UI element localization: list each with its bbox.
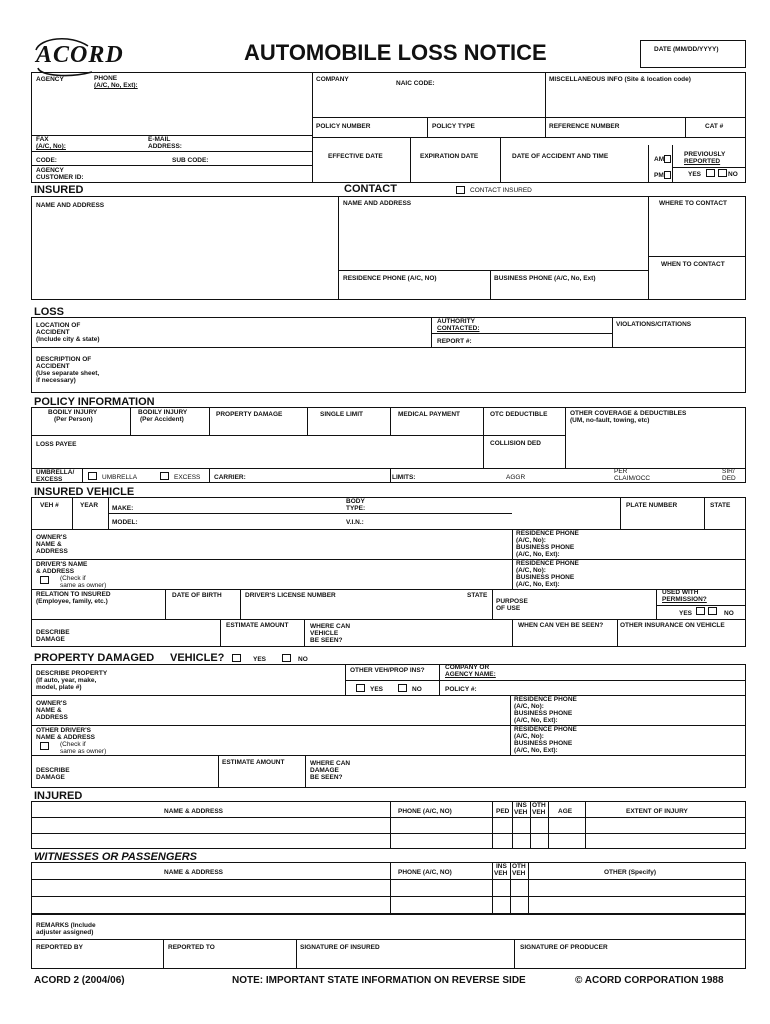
owner-bus-phone-label-1: BUSINESS PHONE: [516, 544, 575, 551]
property-vehicle-no-checkbox[interactable]: [282, 654, 291, 662]
company-or-agency-label-1: COMPANY OR: [445, 664, 490, 671]
limits-label: LIMITS:: [392, 474, 416, 481]
bi-person-sub: (Per Person): [54, 416, 93, 423]
body-type-label-1: BODY: [346, 498, 365, 505]
property-owner-field[interactable]: [96, 698, 506, 722]
driver-bus-phone-label-2: (A/C, No, Ext):: [516, 581, 560, 588]
driver-label-4: same as owner): [60, 582, 107, 589]
injured-age-header: AGE: [558, 808, 573, 815]
umbrella-excess-label-1: UMBRELLA/: [36, 469, 75, 476]
effective-date-label: EFFECTIVE DATE: [328, 153, 383, 160]
collision-ded-label: COLLISION DED: [490, 440, 541, 447]
make-label: MAKE:: [112, 505, 134, 512]
date-label: DATE (MM/DD/YYYY): [654, 46, 719, 53]
vehicle-describe-damage-label-2: DAMAGE: [36, 636, 65, 643]
witness-oth-header-1: OTH: [512, 863, 526, 870]
reference-number-label: REFERENCE NUMBER: [549, 123, 620, 130]
pm-label: PM: [654, 172, 664, 179]
body-type-label-2: TYPE:: [346, 505, 366, 512]
witness-oth-header-2: VEH: [512, 870, 526, 877]
single-limit-label: SINGLE LIMIT: [320, 411, 363, 418]
when-seen-label: WHEN CAN VEH BE SEEN?: [518, 622, 604, 629]
signature-producer-field[interactable]: [517, 952, 743, 967]
other-driver-label-3: (Check if: [60, 741, 86, 748]
other-driver-label-2: NAME & ADDRESS: [36, 734, 95, 741]
other-veh-ins-yes-checkbox[interactable]: [356, 684, 365, 692]
used-yes-checkbox[interactable]: [696, 607, 705, 615]
property-where-label-1: WHERE CAN: [310, 760, 351, 767]
property-describe-label-1: DESCRIBE PROPERTY: [36, 670, 108, 677]
used-no-label: NO: [724, 610, 734, 617]
other-veh-ins-no-checkbox[interactable]: [398, 684, 407, 692]
per-claim-label-1: PER: [614, 468, 628, 475]
plate-number-label: PLATE NUMBER: [626, 502, 678, 509]
property-vehicle-no-label: NO: [298, 656, 308, 663]
owner-res-phone-label-1: RESIDENCE PHONE: [516, 530, 579, 537]
remarks-label-2: adjuster assigned): [36, 929, 94, 936]
per-claim-label-2: CLAIM/OCC: [614, 475, 651, 482]
loss-section-title: LOSS: [34, 306, 64, 318]
property-describe-label-2: (If auto, year, make,: [36, 677, 97, 684]
customer-id-field[interactable]: [90, 167, 310, 181]
excess-checkbox[interactable]: [160, 472, 169, 480]
insured-name-address-label: NAME AND ADDRESS: [36, 202, 105, 209]
injured-phone-header: PHONE (A/C, NO): [398, 808, 452, 815]
witness-ins-header-2: VEH: [494, 870, 508, 877]
reported-to-label: REPORTED TO: [168, 944, 215, 951]
state-label: STATE: [710, 502, 731, 509]
license-state-label: STATE: [467, 592, 488, 599]
policy-section-title: POLICY INFORMATION: [34, 396, 155, 408]
state-info-note: NOTE: IMPORTANT STATE INFORMATION ON REVERSE SIDE: [232, 975, 526, 986]
loss-payee-field[interactable]: [90, 438, 480, 466]
owner-field[interactable]: [96, 532, 508, 556]
relation-label-2: (Employee, family, etc.): [36, 598, 108, 605]
insured-section-title: INSURED: [34, 184, 84, 196]
other-coverage-sub: (UM, no-fault, towing, etc): [570, 417, 650, 424]
injured-row-2[interactable]: [32, 834, 745, 848]
owner-res-phone-label-2: (A/C, No):: [516, 537, 546, 544]
property-where-label-3: BE SEEN?: [310, 774, 343, 781]
copyright: © ACORD CORPORATION 1988: [575, 975, 724, 986]
vehicle-estimate-label: ESTIMATE AMOUNT: [226, 622, 289, 629]
witness-name-address-header: NAME & ADDRESS: [164, 869, 223, 876]
property-describe-field[interactable]: [110, 667, 342, 693]
owner-bus-phone-label-2: (A/C, No, Ext):: [516, 551, 560, 558]
page-title: AUTOMOBILE LOSS NOTICE: [244, 40, 547, 65]
used-no-checkbox[interactable]: [708, 607, 717, 615]
email-label: E-MAIL: [148, 136, 171, 143]
witness-other-header: OTHER (Specify): [604, 869, 657, 876]
property-describe-label-3: model, plate #): [36, 684, 82, 691]
when-to-contact-field[interactable]: [652, 270, 744, 298]
injured-ins-header-2: VEH: [514, 809, 528, 816]
signature-producer-label: SIGNATURE OF PRODUCER: [520, 944, 608, 951]
description-label-4: if necessary): [36, 377, 76, 384]
driver-same-as-owner-checkbox[interactable]: [40, 576, 49, 584]
cat-label: CAT #: [705, 123, 724, 130]
owner-label-1: OWNER'S: [36, 534, 67, 541]
injured-row-1[interactable]: [32, 818, 745, 832]
other-veh-ins-label: OTHER VEH/PROP INS?: [350, 667, 425, 674]
phone-sub-label: (A/C, No, Ext):: [94, 82, 138, 89]
other-veh-ins-no-label: NO: [412, 686, 422, 693]
used-yes-label: YES: [679, 610, 693, 617]
agency-label: AGENCY: [36, 76, 64, 83]
driver-res-phone-label-2: (A/C, No):: [516, 567, 546, 574]
previously-label: PREVIOUSLY: [684, 151, 726, 158]
customer-id-sub-label: CUSTOMER ID:: [36, 174, 84, 181]
authority-label-2: CONTACTED:: [437, 325, 480, 332]
injured-section-title: INJURED: [34, 790, 83, 802]
umbrella-excess-label-2: EXCESS: [36, 476, 63, 483]
where-to-contact-label: WHERE TO CONTACT: [659, 200, 728, 207]
residence-phone-label: RESIDENCE PHONE (A/C, NO): [343, 275, 437, 282]
bi-person-label: BODILY INJURY: [48, 409, 98, 416]
injured-extent-header: EXTENT OF INJURY: [626, 808, 688, 815]
vehicle-damage-field[interactable]: [84, 622, 218, 644]
phone-label: PHONE: [94, 75, 118, 82]
model-label: MODEL:: [112, 519, 138, 526]
aggr-label: AGGR: [506, 474, 526, 481]
veh-number-label: VEH #: [40, 502, 59, 509]
other-veh-ins-yes-label: YES: [370, 686, 384, 693]
witnesses-section-title: WITNESSES OR PASSENGERS: [34, 851, 197, 863]
property-owner-label-2: NAME &: [36, 707, 62, 714]
previously-no-checkbox[interactable]: [718, 169, 727, 177]
driver-label-1: DRIVER'S NAME: [36, 561, 88, 568]
driver-label-3: (Check if: [60, 575, 86, 582]
other-coverage-label: OTHER COVERAGE & DEDUCTIBLES: [570, 410, 687, 417]
property-describe-damage-label-2: DAMAGE: [36, 774, 65, 781]
vehicle-where-label-1: WHERE CAN: [310, 623, 351, 630]
sir-label-2: DED: [722, 475, 736, 482]
witness-row-2[interactable]: [32, 897, 745, 913]
description-field[interactable]: [120, 350, 742, 390]
previously-no-label: NO: [728, 171, 738, 178]
previously-yes-checkbox[interactable]: [706, 169, 715, 177]
reported-by-label: REPORTED BY: [36, 944, 83, 951]
witness-ins-header-1: INS: [496, 863, 507, 870]
other-driver-label-1: OTHER DRIVER'S: [36, 727, 91, 734]
owner-label-2: NAME &: [36, 541, 62, 548]
injured-name-address-header: NAME & ADDRESS: [164, 808, 223, 815]
property-vehicle-question: VEHICLE?: [170, 652, 225, 664]
relation-label-1: RELATION TO INSURED: [36, 591, 111, 598]
policy-number-label: POLICY NUMBER: [316, 123, 371, 130]
property-estimate-label: ESTIMATE AMOUNT: [222, 759, 285, 766]
previously-yes-label: YES: [688, 171, 702, 178]
vin-label: V.I.N.:: [346, 519, 364, 526]
description-label-2: ACCIDENT: [36, 363, 70, 370]
property-where-label-2: DAMAGE: [310, 767, 339, 774]
injured-oth-header-2: VEH: [532, 809, 546, 816]
used-permission-label-2: PERMISSION?: [662, 596, 707, 603]
form-id: ACORD 2 (2004/06): [34, 975, 125, 986]
am-label: AM: [654, 156, 665, 163]
contact-name-address-field[interactable]: [342, 210, 644, 268]
contact-insured-checkbox[interactable]: [456, 186, 465, 194]
vehicle-describe-damage-label-1: DESCRIBE: [36, 629, 70, 636]
bi-accident-label: BODILY INJURY: [138, 409, 188, 416]
purpose-label-1: PURPOSE: [496, 598, 528, 605]
driver-field[interactable]: [110, 562, 508, 586]
injured-ped-header: PED: [496, 808, 510, 815]
injured-ins-header-1: INS: [516, 802, 527, 809]
umbrella-checkbox[interactable]: [88, 472, 97, 480]
property-damage-field[interactable]: [84, 758, 216, 785]
witness-row-1[interactable]: [32, 880, 745, 895]
when-to-contact-label: WHEN TO CONTACT: [661, 261, 725, 268]
expiration-date-label: EXPIRATION DATE: [420, 153, 479, 160]
property-owner-label-1: OWNER'S: [36, 700, 67, 707]
purpose-label-2: OF USE: [496, 605, 521, 612]
location-label-1: LOCATION OF: [36, 322, 81, 329]
property-owner-bus-phone-label-1: BUSINESS PHONE: [514, 710, 573, 717]
contact-section-title: CONTACT: [344, 183, 397, 195]
misc-info-label: MISCELLANEOUS INFO (Site & location code): [549, 76, 691, 83]
agency-field[interactable]: [34, 90, 310, 134]
umbrella-label: UMBRELLA: [102, 474, 138, 481]
signature-insured-label: SIGNATURE OF INSURED: [300, 944, 380, 951]
reported-label: REPORTED: [684, 158, 721, 165]
report-label: REPORT #:: [437, 338, 472, 345]
driver-res-phone-label-1: RESIDENCE PHONE: [516, 560, 579, 567]
loss-payee-label: LOSS PAYEE: [36, 441, 77, 448]
remarks-field[interactable]: [110, 916, 742, 938]
company-label: COMPANY: [316, 76, 349, 83]
business-phone-label: BUSINESS PHONE (A/C, No, Ext): [494, 275, 596, 282]
property-vehicle-yes-label: YES: [253, 656, 267, 663]
other-driver-res-phone-label-1: RESIDENCE PHONE: [514, 726, 577, 733]
insured-name-address-field[interactable]: [34, 212, 334, 298]
property-vehicle-yes-checkbox[interactable]: [232, 654, 241, 662]
other-driver-field[interactable]: [110, 728, 506, 752]
vehicle-section-title: INSURED VEHICLE: [34, 486, 135, 498]
customer-id-label: AGENCY: [36, 167, 64, 174]
medical-payment-label: MEDICAL PAYMENT: [398, 411, 460, 418]
other-driver-bus-phone-label-1: BUSINESS PHONE: [514, 740, 573, 747]
fax-sub-label: (A/C, No):: [36, 143, 66, 150]
am-checkbox[interactable]: [664, 155, 671, 163]
remarks-label-1: REMARKS (Include: [36, 922, 96, 929]
acord-logo-text: ACORD: [36, 42, 124, 68]
property-owner-res-phone-label-2: (A/C, No):: [514, 703, 544, 710]
policy-type-label: POLICY TYPE: [432, 123, 475, 130]
email-sub-label: ADDRESS:: [148, 143, 182, 150]
sub-code-label: SUB CODE:: [172, 157, 209, 164]
signature-insured-field[interactable]: [299, 952, 511, 967]
driver-bus-phone-label-1: BUSINESS PHONE: [516, 574, 575, 581]
violations-label: VIOLATIONS/CITATIONS: [616, 321, 692, 328]
property-owner-label-3: ADDRESS: [36, 714, 68, 721]
excess-label: EXCESS: [174, 474, 201, 481]
location-label-3: (Include city & state): [36, 336, 100, 343]
property-section-title: PROPERTY DAMAGED: [34, 652, 155, 664]
bi-accident-sub: (Per Accident): [140, 416, 184, 423]
injured-oth-header-1: OTH: [532, 802, 546, 809]
fax-label: FAX: [36, 136, 49, 143]
property-describe-damage-label-1: DESCRIBE: [36, 767, 70, 774]
company-or-agency-label-2: AGENCY NAME:: [445, 671, 496, 678]
vehicle-where-label-2: VEHICLE: [310, 630, 339, 637]
description-label-3: (Use separate sheet,: [36, 370, 100, 377]
date-of-accident-label: DATE OF ACCIDENT AND TIME: [512, 153, 609, 160]
date-field[interactable]: [640, 40, 746, 68]
location-label-2: ACCIDENT: [36, 329, 70, 336]
company-field[interactable]: [316, 90, 542, 116]
property-owner-bus-phone-label-2: (A/C, No, Ext):: [514, 717, 558, 724]
other-driver-same-as-owner-checkbox[interactable]: [40, 742, 49, 750]
other-driver-label-4: same as owner): [60, 748, 107, 755]
dob-label: DATE OF BIRTH: [172, 592, 222, 599]
year-label: YEAR: [80, 502, 99, 509]
vehicle-where-label-3: BE SEEN?: [310, 637, 343, 644]
pm-checkbox[interactable]: [664, 171, 671, 179]
reported-to-field[interactable]: [166, 952, 293, 967]
witness-phone-header: PHONE (A/C, NO): [398, 869, 452, 876]
code-label: CODE:: [36, 157, 57, 164]
naic-label: NAIC CODE:: [396, 80, 435, 87]
property-policy-number-label: POLICY #:: [445, 686, 477, 693]
owner-label-3: ADDRESS: [36, 548, 68, 555]
authority-label-1: AUTHORITY: [437, 318, 475, 325]
other-driver-bus-phone-label-2: (A/C, No, Ext):: [514, 747, 558, 754]
location-field[interactable]: [120, 320, 426, 346]
description-label-1: DESCRIPTION OF: [36, 356, 92, 363]
reported-by-field[interactable]: [34, 952, 160, 967]
otc-deductible-label: OTC DEDUCTIBLE: [490, 411, 548, 418]
license-label: DRIVER'S LICENSE NUMBER: [245, 592, 336, 599]
other-insurance-label: OTHER INSURANCE ON VEHICLE: [620, 622, 725, 629]
where-to-contact-field[interactable]: [652, 210, 744, 256]
sir-label-1: SIR/: [722, 468, 735, 475]
carrier-label: CARRIER:: [214, 474, 246, 481]
other-driver-res-phone-label-2: (A/C, No):: [514, 733, 544, 740]
contact-name-address-label: NAME AND ADDRESS: [343, 200, 412, 207]
used-permission-label-1: USED WITH: [662, 589, 699, 596]
contact-insured-label: CONTACT INSURED: [470, 187, 532, 194]
property-owner-res-phone-label-1: RESIDENCE PHONE: [514, 696, 577, 703]
driver-label-2: & ADDRESS: [36, 568, 75, 575]
property-damage-label: PROPERTY DAMAGE: [216, 411, 283, 418]
